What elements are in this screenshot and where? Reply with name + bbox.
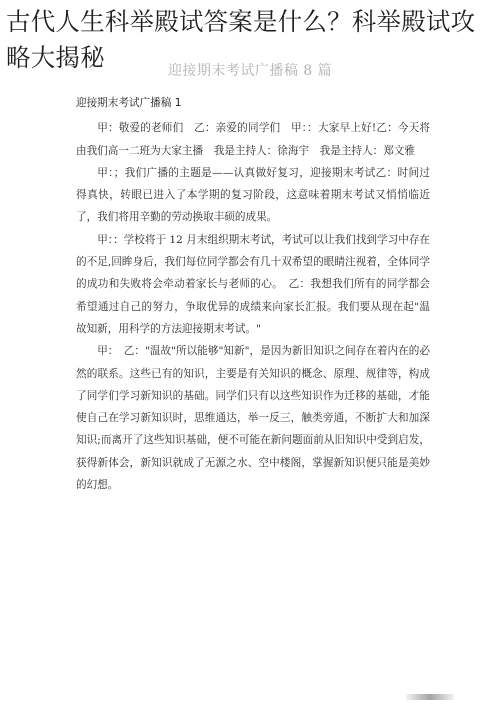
paragraph-theme: 甲：；我们广播的主题是——认真做好复习，迎接期末考试乙：时间过得真快，转眼已进入了本学期的复习阶段，这意味着期末考试又悄悄临近了，我们将用辛勤的劳动换取丰硕的成果。 [76, 166, 430, 224]
document-body [76, 92, 430, 496]
document-subtitle: 迎接期末考试广播稿 1 [76, 97, 182, 109]
page-title: 古代人生科举殿试答案是什么？科举殿试攻略大揭秘 [6, 7, 476, 72]
paragraph-opening: 甲：敬爱的老师们 乙：亲爱的同学们 甲：：大家早上好!乙：今天将由我们高一二班为大家主播 我是主持人：徐海宇 我是主持人：郑文雅 [76, 122, 430, 157]
document-heading: 迎接期末考试广播稿 8 篇 [167, 63, 333, 79]
paragraph-review-method: 甲： 乙："温故"所以能够"知新"，是因为新旧知识之间存在着内在的必然的联系。这些已有的知识，主要是有关知识的概念、原理、规律等，构成了同学们学习新知识的基础。同学们只有以这些知识作为迁移的基础，才能使自己在学习新知识时，思维通达，举一反三，触类旁通，不断扩大和加深知识;而离开了这些知识基础，便不可能在新问题面前从旧知识中受到启发，获得新体会，新知识就成了无源之水、空中楼阁，掌握新知识便只能是美妙的幻想。 [76, 345, 430, 492]
bottom-divider [406, 694, 454, 700]
paragraph-exam-notice: 甲：：学校将于 12 月末组织期末考试，考试可以让我们找到学习中存在的不足,回眸身后，我们每位同学都会有几十双希望的眼睛注视着，全体同学的成功和失败将会牵动着家长与老师的心。 乙：我想我们所有的同学都会希望通过自己的努力，争取优异的成绩来向家长汇报。我们要从现在起"温故知新，用科学的方法迎接期末考试。" [76, 233, 430, 335]
